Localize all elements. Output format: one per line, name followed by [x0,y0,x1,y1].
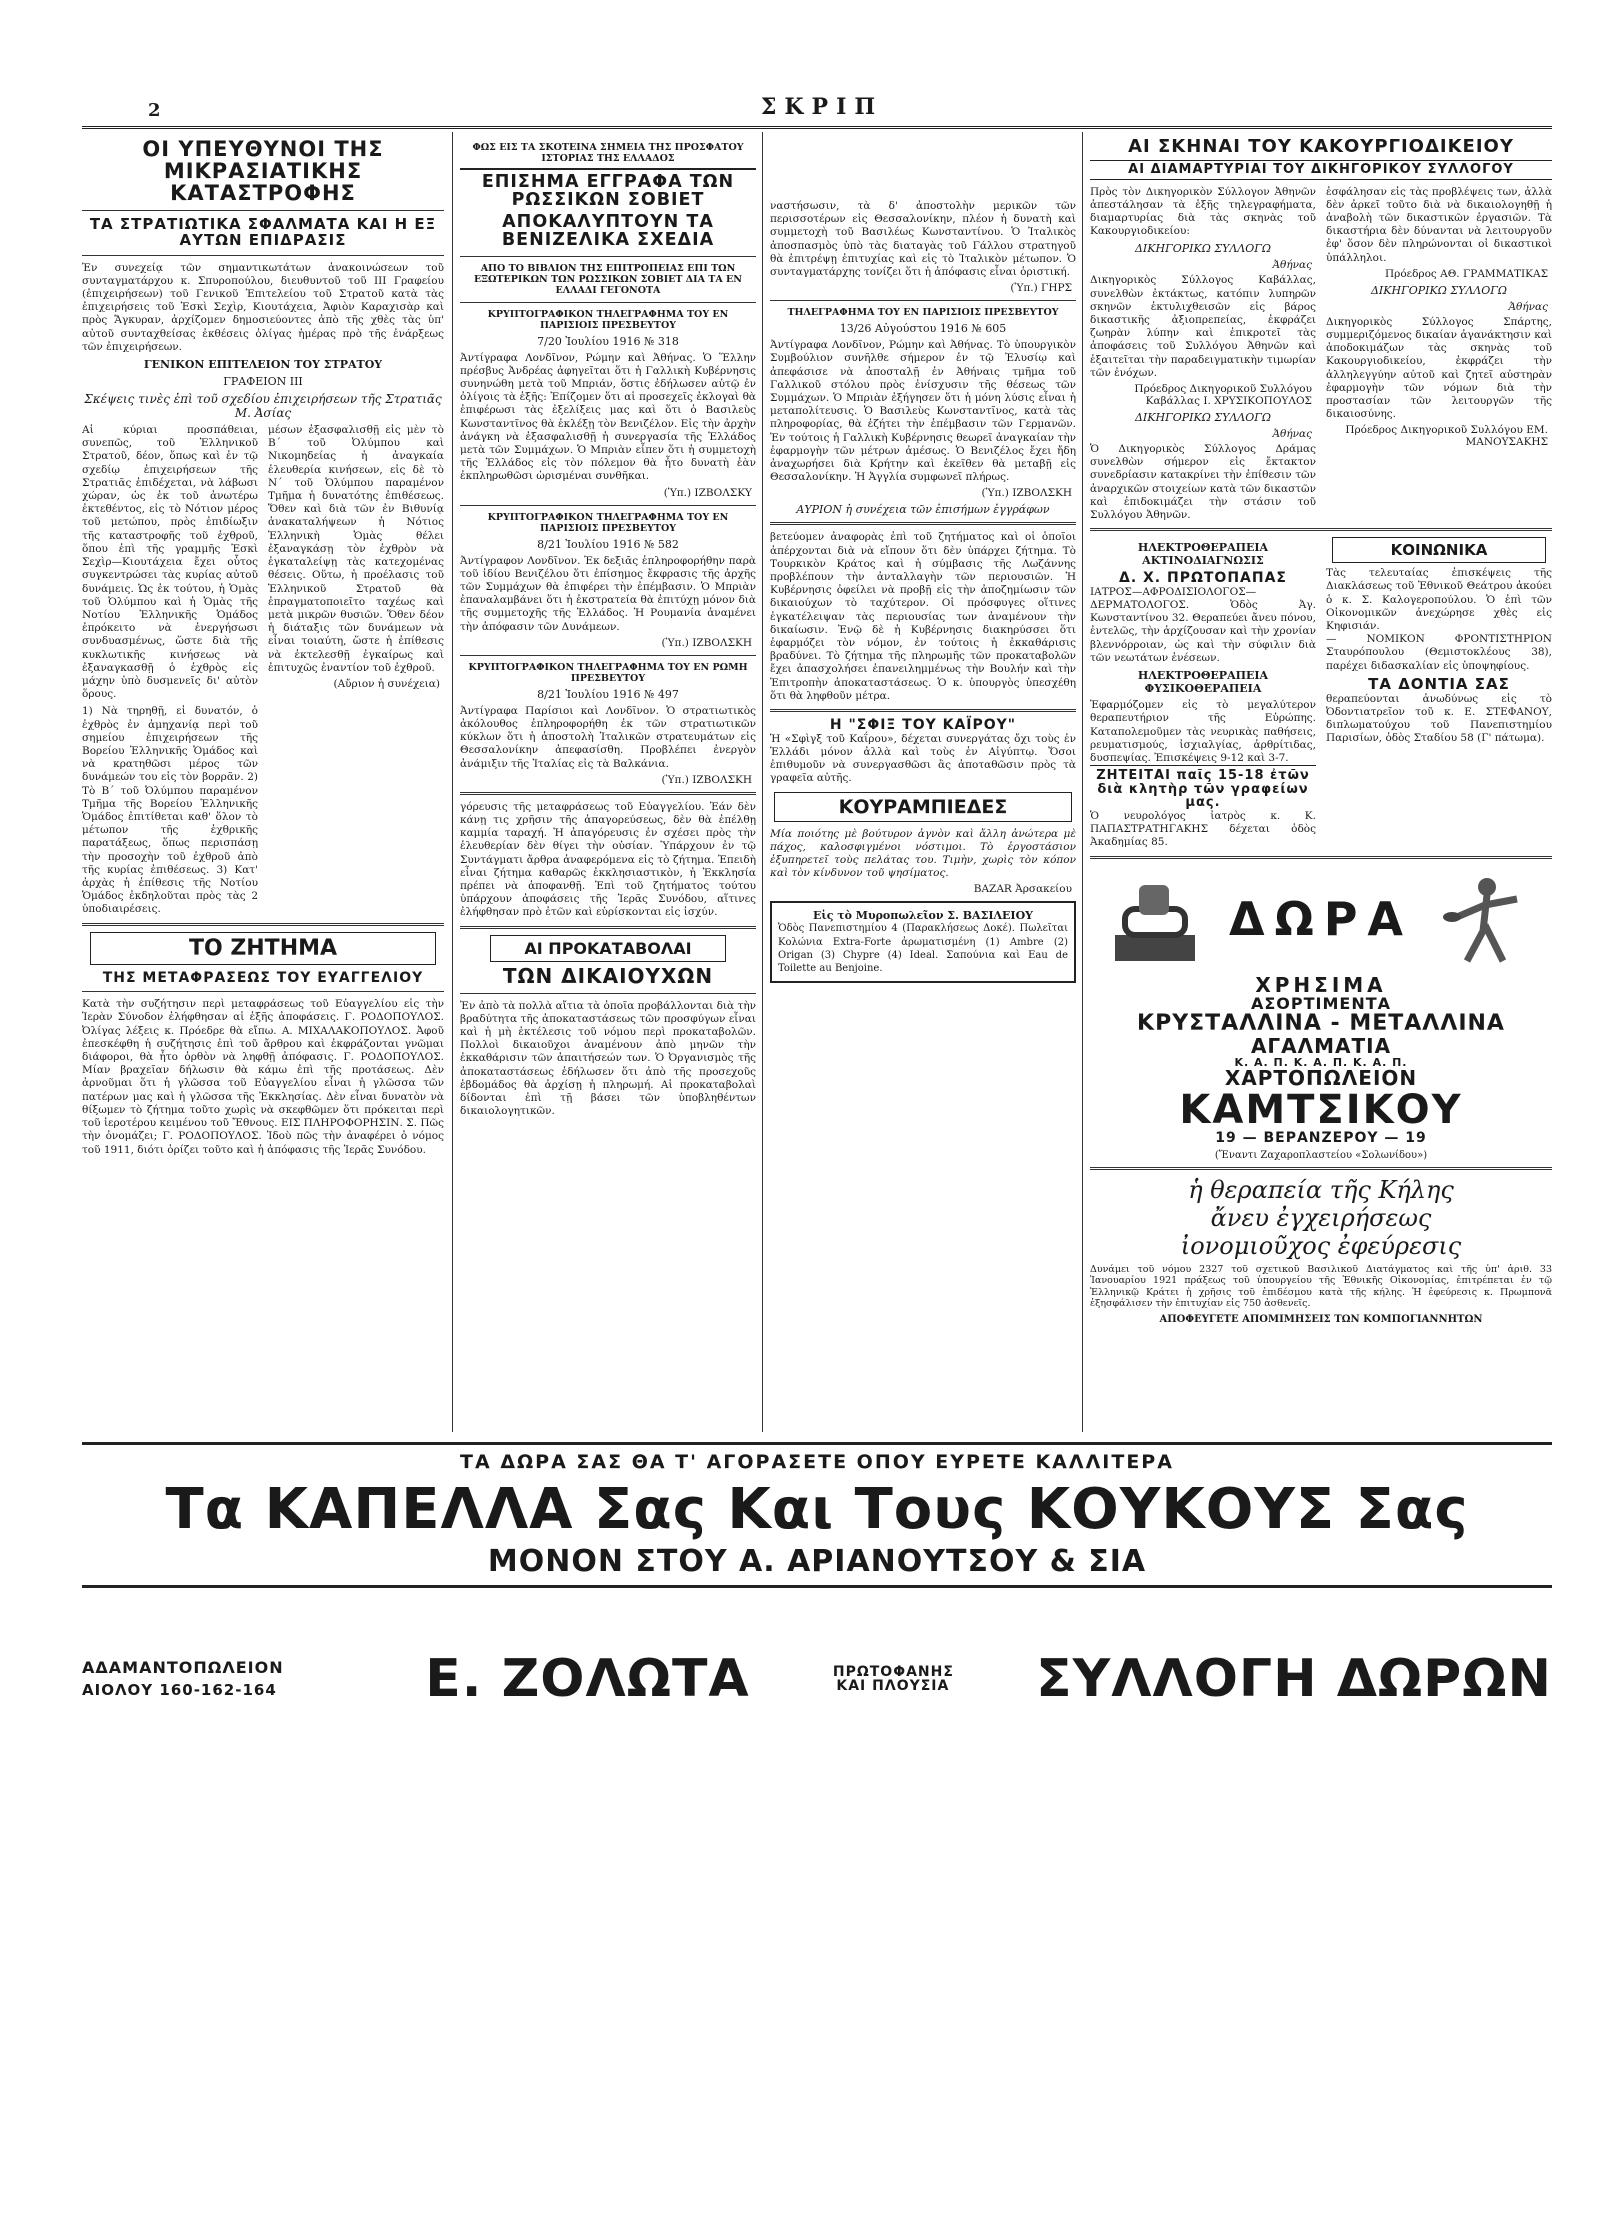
jeweller-ad [82,1649,1552,1709]
hats-tagline: ΤΑ ΔΩΡΑ ΣΑΣ ΘΑ Τ' ΑΓΟΡΑΣΕΤΕ ΟΠΟΥ ΕΥΡΕΤΕ ΚΑΛΛΙΤΕΡΑ [460,1451,1174,1473]
telegram-text: Ἀντίγραφα Λονδῖνον, Ρώμην καὶ Ἀθήνας. Τὸ ὑπουργικὸν Συμβούλιον συνῆλθε σήμερον ἐν τῷ Ἐλυσίῳ καὶ ἀπεφάσισε νὰ ἀποσταλῇ ἐν Ἀθήναις τμῆμα τοῦ Γαλλικοῦ στόλου πρὸς ἐνίσχυσιν τῆς θέσεως τῶν Συμμάχων. Ὁ Μπριὰν ἐξήγησεν ὅτι ἡ μόνη λύσις εἶναι ἡ μεταπολίτευσις. Ὁ Βασιλεὺς Κωνσταντῖνος, κατὰ τὰς πληροφορίας, θὰ ἐζήτει τὴν ἐπέμβασιν τῶν Γερμανῶν. Ἐν τούτοις ἡ Γαλλικὴ Κυβέρνησις θεωρεῖ ἀναγκαίαν τὴν ἐφαρμογὴν τῶν μέτρων ἀμέσως. Ὁ Βενιζέλος ἔχει ἤδη ἀναχωρήσει διὰ Κρήτην καὶ ἐκεῖθεν θὰ μεταβῇ εἰς Θεσσαλονίκην. Ἡ Ἀγγλία συμφωνεῖ πλήρως. [770,339,1076,484]
social-text: Τὰς τελευταίας ἐπισκέψεις τῆς Διακλάσεως τοῦ Ἐθνικοῦ Θεάτρου ἀκούει ὁ κ. Σ. Καλογεροπούλου. Ὁ ἐπὶ τῶν Οἰκονομικῶν ἀνεχώρησε χθὲς εἰς Κηφισιάν. [1326,567,1552,632]
telegram-signature: Πρόεδρος ΑΘ. ΓΡΑΜΜΑΤΙΚΑΣ [1384,267,1548,280]
office-title: ΓΡΑΦΕΙΟΝ III [223,375,303,389]
masthead [82,92,1552,129]
telegram-city: Ἀθήνας [1272,427,1312,440]
kourabie-signature: BAZAR Ἀρσακείου [973,883,1072,896]
article-paragraph: Ἐν ἀπὸ τὰ πολλὰ αἴτια τὰ ὁποῖα προβάλλονται διὰ τὴν βραδύτητα τῆς ἀποκαταστάσεως τῶν προσφύγων εἶναι καὶ ἡ μὴ ἐκτέλεσις τοῦ νόμου περὶ προκαταβολῶν. Πολλοὶ δικαιοῦχοι ἀναμένουν ἀπὸ μηνῶν τὴν ἐκκαθάρισιν τῶν ἀπαιτήσεών των. Ὁ Ὀργανισμὸς τῆς ἀποκαταστάσεως ἐδήλωσεν ὅτι ἀπὸ τῆς προσεχοῦς ἑβδομάδος θὰ ἀρχίσῃ ἡ πληρωμή. Αἱ προκαταβολαὶ δίδονται ἐπὶ τῇ βάσει τῶν ὑποβληθέντων δικαιολογητικῶν. [460,999,756,1118]
telegram-text: ἐσφάλησαν εἰς τὰς προβλέψεις των, ἀλλὰ δὲν ἀρκεῖ τοῦτο διὰ νὰ δικαιολογηθῇ ἡ ἀναβολὴ τῶν δικαστικῶν ἐργασιῶν. Τὰ δικαστήρια δὲν δύνανται νὰ λειτουργοῦν ἐφ' ὅσον δὲν πληρώνονται οἱ δικαστικοὶ ὑπάλληλοι. [1326,185,1552,264]
telegram-city: Ἀθήνας [1508,300,1548,313]
headline-documents: ΕΠΙΣΗΜΑ ΕΓΓΡΑΦΑ ΤΩΝ ΡΩΣΣΙΚΩΝ ΣΟΒΙΕΤ [460,168,756,210]
jeweller-collection: ΣΥΛΛΟΓΗ ΔΩΡΩΝ [1036,1649,1552,1709]
jeweller-note: ΠΡΩΤΟΦΑΝΗΣ [832,1663,954,1680]
social-text: — ΝΟΜΙΚΟΝ ΦΡΟΝΤΙΣΤΗΡΙΟΝ Σταυρόπουλου (Θεμιστοκλέους 38), παρέχει διδασκαλίαν εἰς ὑποψηφίους. [1326,633,1552,672]
page-number: 2 [148,100,161,121]
box-subheadline: ΤΗΣ ΜΕΤΑΦΡΑΣΕΩΣ ΤΟΥ ΕΥΑΓΓΕΛΙΟΥ [102,969,424,986]
telegram-date: 8/21 Ἰουλίου 1916 № 497 [537,687,679,701]
telegram-signature: (Ὑπ.) ΙΖΒΟΛΣΚΥ [663,486,752,499]
ad-title: ΗΛΕΚΤΡΟΘΕΡΑΠΕΙΑ ΑΚΤΙΝΟΔΙΑΓΝΩΣΙΣ [1137,541,1269,568]
ad-title: ΗΛΕΚΤΡΟΘΕΡΑΠΕΙΑ ΦΥΣΙΚΟΘΕΡΑΠΕΙΑ [1137,669,1269,696]
gifts-line: ΧΑΡΤΟΠΩΛΕΙΟΝ [1224,1066,1418,1091]
telegram-text: Ἀντίγραφα Παρίσιοι καὶ Λονδῖνον. Ὁ στρατιωτικὸς ἀκόλουθος ἐπληροφορήθη ἐκ τῶν στρατιωτικῶν κύκλων ὅτι ἡ ἀποστολὴ Ἰταλικῶν στρατευμάτων εἰς Θεσσαλονίκην ἀπεφασίσθη. Προβλέπει ἐνεργὸν ἀνάμιξιν τῆς Ἰταλίας εἰς τὰ Βαλκάνια. [460,704,756,770]
source-line: ΑΠΟ ΤΟ ΒΙΒΛΙΟΝ ΤΗΣ ΕΠΙΤΡΟΠΕΙΑΣ ΕΠΙ ΤΩΝ ΕΞΩΤΕΡΙΚΩΝ ΤΩΝ ΡΩΣΣΙΚΩΝ ΣΟΒΙΕΤ ΔΙΑ ΤΑ ΕΝ ΕΛΛΑΔΙ ΓΕΓΟΝΟΤΑ [474,262,742,296]
kicker: ΦΩΣ ΕΙΣ ΤΑ ΣΚΟΤΕΙΝΑ ΣΗΜΕΙΑ ΤΗΣ ΠΡΟΣΦΑΤΟΥ ΙΣΤΟΡΙΑΣ ΤΗΣ ΕΛΛΑΔΟΣ [472,142,744,164]
telegram-text: Ἀντίγραφον Λονδῖνον. Ἐκ δεξιᾶς ἐπληροφορήθην παρὰ τοῦ ἰδίου Βενιζέλου ὅτι ἐπίσημος ἔκφρασις τῆς ἀρχῆς τῶν Συμμάχων θὰ ἐπιφέρει τὴν ἐπέμβασιν. Ὁ Μπριὰν ἐπαναλαμβάνει ὅτι ἡ ἐκστρατεία θὰ ἐπιτύχῃ μόνον διὰ τῆς συμμετοχῆς τῆς Ἑλλάδος. Ἡ Ρουμανία ἀναμένει τὴν ἀπόφασιν τῶν Δυνάμεων. [460,554,756,633]
hernia-line: ἡ θεραπεία τῆς Κήλης [1188,1175,1454,1204]
statuette-icon [1095,865,1215,975]
column-rule [1082,132,1083,1432]
gifts-shop-name: ΚΑΜΤΣΙΚΟΥ [1179,1087,1463,1134]
section-title: ΓΕΝΙΚΟΝ ΕΠΙΤΕΛΕΙΟΝ ΤΟΥ ΣΤΡΑΤΟΥ [143,358,383,372]
column-4 [1090,138,1552,1430]
ad-text: ΙΑΤΡΟΣ—ΑΦΡΟΔΙΣΙΟΛΟΓΟΣ—ΔΕΡΜΑΤΟΛΟΓΟΣ. Ὁδὸς Ἀγ. Κωνσταντίνου 32. Θεραπεύει ἄνευ πόνου, ἐντελῶς, τὴν ἀρχίζουσαν καὶ τὴν χρονίαν βλεννόρροιαν, ὡς καὶ τὴν σύφιλιν διὰ τῶν νεωτάτων ἐνέσεων. [1090,585,1316,664]
telegram-signature: (Ὑπ.) ΙΖΒΟΛΣΚΗ [981,487,1072,500]
column-2 [460,138,756,1430]
gifts-landmark: (Ἔναντι Ζαχαροπλαστείου «Σολωνίδου») [1214,1149,1428,1161]
telegram-signature: (Ὑπ.) ΙΖΒΟΛΣΚΗ [661,636,752,649]
sfinx-text: Ἡ «Σφὶγξ τοῦ Καΐρου», δέχεται συνεργάτας ὄχι τοὺς ἐν Ἑλλάδι μόνον ἀλλὰ καὶ τοὺς ἐν Αἰγύπτῳ. Ὅσοι ἐπιθυμοῦν νὰ συνεργασθῶσι ἂς ἀποταθῶσιν πρὸς τὰ γραφεῖα αὐτῆς. [770,732,1076,785]
telegram-date: 7/20 Ἰουλίου 1916 № 318 [537,334,679,348]
gifts-address: 19 — ΒΕΡΑΝΖΕΡΟΥ — 19 [1215,1130,1427,1147]
gifts-line: ΑΣΟΡΤΙΜΕΝΤΑ [1250,993,1392,1013]
perfumery-ad [770,901,1076,983]
sfinx-headline: Η "ΣΦΙΞ ΤΟΥ ΚΑΪΡΟΥ" [829,717,1017,734]
dentist-headline: ΤΑ ΔΟΝΤΙΑ ΣΑΣ [1368,674,1510,693]
telegram-addressee: ΔΙΚΗΓΟΡΙΚΩ ΣΥΛΛΟΓΩ [1370,283,1508,297]
kourabie-text: Μία ποιότης μὲ βούτυρον ἀγνὸν καὶ ἄλλη ἀνώτερα μὲ πάχος, καλοσφιγμένοι νόστιμοι. Τὸ ἐργοστάσιον ἐξυπηρετεῖ τοὺς πελάτας του. Τιμὴν, χωρὶς τὸν κόπον καὶ τὸν κίνδυνον τοῦ ψησίματος. [770,827,1076,880]
box-subheadline: ΤΩΝ ΔΙΚΑΙΟΥΧΩΝ [502,963,714,988]
box-headline: ΑΙ ΠΡΟΚΑΤΑΒΟΛΑΙ [490,935,726,962]
social-headline: ΚΟΙΝΩΝΙΚΑ [1332,537,1546,563]
hernia-line: ἰονομιοῦχος ἐφεύρεσις [1180,1231,1462,1260]
telegram-text: Ἀντίγραφα Λονδῖνον, Ρώμην καὶ Ἀθήνας. Ὁ Ἕλλην πρέσβυς Ἀνδρέας ἀφηγεῖται ὅτι ἡ Γαλλικὴ Κυβέρνησις συνηνώθη μετὰ τοῦ Μπριάν, ὅστις ἐδήλωσεν αὐτῷ ἐν ὀλίγοις τὰ ἑξῆς: Ἐπίζομεν ὅτι αἱ προσεχεῖς ἐκλογαὶ θὰ ἐπιφέρωσι τὰς ἐξελίξεις μας καὶ ὅτι ὁ Βασιλεὺς Κωνσταντῖνος θὰ ἐκλέξῃ τὸν Βενιζέλον. Εἰς τὴν ἀρχὴν ἀνάγκη νὰ ἐξασφαλισθῇ ἡ συνεργασία τῆς Ἑλλάδος μετὰ τῶν Συμμάχων. Ὁ Μπριὰν εἶπεν ὅτι ἡ συμμετοχὴ τῆς Ἑλλάδος εἰς τὸν πόλεμον θὰ ἦτο δυνατὴ ἐὰν ἐκπληρωθῶσι ὡρισμέναι συνθῆκαι. [460,351,756,483]
box-headline: ΤΟ ΖΗΤΗΜΑ [90,932,436,965]
hats-headline: Τα ΚΑΠΕΛΛΑ Σας Και Τους ΚΟΥΚΟΥΣ Σας [165,1476,1469,1542]
article-paragraph: μέσων ἐξασφαλισθῇ εἰς μὲν τὸ Β΄ τοῦ Ὀλύμπου καὶ Νικομηδείας ἡ ἀναγκαία ἐλευθερία κινήσεων, εἰς δὲ τὸ Ν΄ τοῦ Ὀλύμπου παραμένον Τμῆμα ἡ δυνατότης ἐπιθέσεως. Ὅθεν καὶ διὰ τῶν ἐν Βιθυνίᾳ ἀνακαταλήψεων ἡ Νότιος Ἑλληνικὴ Ὁμὰς θέλει ἐξαναγκάσῃ τὸν ἐχθρὸν νὰ ἐγκαταλείψῃ τὰς κατεχομένας θέσεις. Οὕτω, ἡ προέλασις τοῦ Ἑλληνικοῦ Στρατοῦ θὰ ἐπραγματοποιεῖτο ταχέως καὶ μετὰ μικρῶν θυσιῶν. Ὅθεν δέον ἡ διάταξις τῶν δυνάμεων νὰ εἶναι τοιαύτη, ὥστε ἡ ἐπίθεσις νὰ ἐκτελεσθῇ ἐγκαίρως καὶ ἐπιτυχῶς ἐναντίον τοῦ ἐχθροῦ. [268,424,444,674]
kourabie-headline: ΚΟΥΡΑΜΠΙΕΔΕΣ [774,792,1072,822]
telegram-text: Δικηγορικὸς Σύλλογος Καβάλλας, συνελθὼν ἐκτάκτως, κατόπιν λυπηρῶν σκηνῶν ἐκτυλιχθεισῶν εἰς βάρος δικαστικῆς ἀξιοπρεπείας, ἐκφράζει ζωηρὰν λύπην καὶ ἐπικροτεῖ τὰς ἀποφάσεις τοῦ Συλλόγου Ἀθηνῶν καὶ ἐξαιτεῖται τὴν παραδειγματικὴν τιμωρίαν τῶν ἐνόχων. [1090,274,1316,379]
column-rule [452,132,453,1432]
hernia-text: Δυνάμει τοῦ νόμου 2327 τοῦ σχετικοῦ Βασιλικοῦ Διατάγματος καὶ τῆς ὑπ' ἀριθ. 33 Ἰανουαρίου 1921 πράξεως τοῦ ὑπουργείου τῆς Ἐθνικῆς Οἰκονομίας, ἐπιτρέπεται ἐν τῷ Ἑλληνικῷ Κράτει ἡ χρῆσις τοῦ ἐπιδέσμου κατὰ τῆς κήλης. Ἡ ἐφεύρεσις κ. Πρωμπονᾶ ἐξησφάλισεν τὴν ἐπιτυχίαν εἰς 750 ἀσθενεῖς. [1090,1263,1552,1310]
telegram-text: Δικηγορικὸς Σύλλογος Σπάρτης, συμμεριζόμενος δικαίαν ἀγανάκτησιν καὶ ἀποδοκιμάζων τὰς σκηνὰς τοῦ Κακουργιοδικείου, ἐκφράζει τὴν ἀλληλεγγύην αὐτοῦ καὶ ζητεῖ αὐστηρὰν ἐφαρμογὴν τῶν νόμων διὰ τὴν προστασίαν τῶν λειτουργῶν τῆς δικαιοσύνης. [1326,315,1552,421]
telegram-heading: ΚΡΥΠΤΟΓΡΑΦΙΚΟΝ ΤΗΛΕΓΡΑΦΗΜΑ ΤΟΥ ΕΝ ΡΩΜΗ ΠΡΕΣΒΕΥΤΟΥ [468,661,748,684]
telegram-signature: Πρόεδρος Δικηγορικοῦ Συλλόγου ΕΜ. ΜΑΝΟΥΣΑΚΗΣ [1345,424,1548,449]
headline-protests: ΑΙ ΔΙΑΜΑΡΤΥΡΙΑΙ ΤΟΥ ΔΙΚΗΓΟΡΙΚΟΥ ΣΥΛΛΟΓΟΥ [1090,160,1552,180]
hernia-ad [1090,1176,1552,1325]
telegram-heading: ΚΡΥΠΤΟΓΡΑΦΙΚΟΝ ΤΗΛΕΓΡΑΦΗΜΑ ΤΟΥ ΕΝ ΠΑΡΙΣΙΟΙΣ ΠΡΕΣΒΕΥΤΟΥ [487,308,729,331]
telegram-heading: ΤΗΛΕΓΡΑΦΗΜΑ ΤΟΥ ΕΝ ΠΑΡΙΣΙΟΙΣ ΠΡΕΣΒΕΥΤΟΥ [787,307,1059,319]
telegram-addressee: ΔΙΚΗΓΟΡΙΚΩ ΣΥΛΛΟΓΩ [1134,410,1272,424]
gifts-ad [1090,865,1552,1161]
jeweller-type: ΑΔΑΜΑΝΤΟΠΩΛΕΙΟΝ [82,1658,284,1678]
telegram-addressee: ΔΙΚΗΓΟΡΙΚΩ ΣΥΛΛΟΓΩ [1134,242,1272,256]
jeweller-note: ΚΑΙ ΠΛΟΥΣΙΑ [836,1678,950,1695]
hats-shop: ΜΟΝΟΝ ΣΤΟΥ Α. ΑΡΙΑΝΟΥΤΣΟΥ & ΣΙΑ [487,1543,1147,1579]
article-subtitle: Σκέψεις τινὲς ἐπὶ τοῦ σχεδίου ἐπιχειρήσεων τῆς Στρατιᾶς Μ. Ἀσίας [84,392,442,421]
gifts-line: Κ. Α. Π. Κ. Α. Π. Κ. Α. Π. [1234,1055,1408,1069]
article-paragraph: Κατὰ τὴν συζήτησιν περὶ μεταφράσεως τοῦ Εὐαγγελίου εἰς τὴν Ἱερὰν Σύνοδον ἐλήφθησαν αἱ ἑξῆς ἀποφάσεις. Γ. ΡΟΔΟΠΟΥΛΟΣ. Ὀλίγας λέξεις κ. Πρόεδρε θὰ εἴπω. Α. ΜΙΧΑΛΑΚΟΠΟΥΛΟΣ. Ἀφοῦ ἐπεσκέφθη ἡ συζήτησις ἐπὶ τοῦ ἄρθρου καὶ ἐκφράζονται γνῶμαι διάφοροι, θὰ ἦτο ὀρθὸν νὰ ληφθῇ ἀπόφασις. Γ. ΡΟΔΟΠΟΥΛΟΣ. Μίαν βραχεῖαν δήλωσιν θὰ κάμω ἐπὶ τῆς προτάσεως. Δὲν ἀρνοῦμαι ὅτι ἡ γλῶσσα τοῦ Εὐαγγελίου εἶναι ἡ γλῶσσα τῶν πατέρων μας καὶ ἡ γλῶσσα τῆς Ἐκκλησίας. Δὲν εἶναι δυνατὸν νὰ θίξωμεν τὸ ζήτημα τοῦτο χωρὶς νὰ σκεφθῶμεν ὅτι πρόκειται περὶ τοῦ ἱεροτέρου κειμένου τοῦ Ἔθνους. ΕΙΣ ΠΛΗΡΟΦΟΡΗΣΙΝ. Σ. Πῶς τὴν ὀνομάζει; Γ. ΡΟΔΟΠΟΥΛΟΣ. Ἰδοὺ πῶς τὴν ἀναφέρει ὁ νόμος τοῦ 1911, διότι ὁρίζει τοῦτο καὶ ἡ ἀπόφασις τῆς Ἱερᾶς Συνόδου. [82,998,444,1156]
perfumery-text: Ὁδὸς Πανεπιστημίου 4 (Παρακλήσεως Δοκέ). Πωλεῖται Κολώνια Extra-Forte ἀρωματισμένη (1) Ambre (2) Origan (3) Chypre (4) Ideal. Σαπούνια καὶ Eau de Toilette au Benjoine. [778,923,1068,975]
telegram-heading: ΚΡΥΠΤΟΓΡΑΦΙΚΟΝ ΤΗΛΕΓΡΑΦΗΜΑ ΤΟΥ ΕΝ ΠΑΡΙΣΙΟΙΣ ΠΡΕΣΒΕΥΤΟΥ [487,511,729,534]
gifts-line: ΧΡΗΣΙΜΑ [1255,972,1387,997]
article-paragraph: 1) Νὰ τηρηθῇ, εἰ δυνατόν, ὁ ἐχθρὸς ἐν ἀμηχανίᾳ περὶ τοῦ σημείου ἐπιχειρήσεων τῆς Βορείου Ἑλληνικῆς Ὁμάδος καὶ νὰ κρατηθῶσι μέρος τῶν δυνάμεών του εἰς τὸν βορρᾶν. 2) Τὸ Β΄ τοῦ Ὀλύμπου παραμένον Τμῆμα τῆς Βορείου Ἑλληνικῆς Ὁμάδος ἐπιτίθεται καθ' ὅλον τὸ μέτωπον τῆς ἐχθρικῆς παρατάξεως, ὅπως περισπάσῃ τὴν προσοχὴν τοῦ ἐχθροῦ ἀπὸ τῆς κυρίας ἐπιθέσεως. 3) Κατ' ἀρχὰς ἡ ἐπίθεσις τῆς Νοτίου Ὁμάδος ἐκδηλοῦται πρὸς τὰς 2 ὑποδιαιρέσεις. [82,705,258,916]
column-3 [770,138,1076,1430]
gifts-headline: ΔΩΡΑ [1228,892,1414,947]
telegram-date: 8/21 Ἰουλίου 1916 № 582 [537,537,679,551]
article-paragraph: γόρευσις τῆς μεταφράσεως τοῦ Εὐαγγελίου. Ἐάν δὲν κάνῃ τις χρῆσιν τῆς ἀπαγορεύσεως, δὲν θὰ ἐπέλθῃ καμμία ταραχή. Ἡ ἀπαγόρευσις ἐν σχέσει πρὸς τὴν ἐλευθερίαν δὲν θίγει τὴν οὐσίαν. Ὑπάρχουν ἐν τῷ Συντάγματι ἄρθρα ἀναφερόμενα εἰς τὸ ζήτημα. Ἐπειδὴ εἶναι ζήτημα καθαρῶς ἐκκλησιαστικὸν, ἡ Ἐκκλησία πρέπει νὰ ἀποφανθῇ. Ἐπὶ τοῦ ζητήματος τούτου ὑπάρχουν ἀποφάσεις τῆς Ἱερᾶς Συνόδου, αἵτινες ἐλήφθησαν πρὸ ἐτῶν καὶ εὐρίσκονται εἰς ἰσχύν. [460,800,756,919]
ad-name: Δ. Χ. ΠΡΩΤΟΠΑΠΑΣ [1118,570,1287,587]
jeweller-address: ΑΙΟΛΟΥ 160-162-164 [82,1680,277,1699]
telegram-city: Ἀθήνας [1272,259,1312,272]
article-paragraph: Αἱ κύριαι προσπάθειαι, συνεπῶς, τοῦ Ἑλληνικοῦ Στρατοῦ, δέον, ὅπως καὶ ἐν τῷ σχεδίῳ ἐπιχειρήσεων τῆς Στρατιᾶς ἐπιδέχεται, νὰ λάβωσι χώραν, ὡς ἐκ τοῦ ἀνωτέρω ἐκτεθέντος, εἰς τὸ Νότιον μέρος τοῦ μετώπου, πρὸς ἐπιδίωξιν τῆς καταστροφῆς τοῦ ἐχθροῦ, ὅπου ἐπὶ τῆς γραμμῆς Ἐσκὶ Σεχὶρ—Κιουτάχεια ἔχει οὗτος συγκεντρώσει τὰς κυρίας αὐτοῦ δυνάμεις. Ὡς ἐκ τούτου, ἡ Ὁμὰς τοῦ Ὀλύμπου καὶ ἡ Ὁμὰς τῆς Νοτίου Ἑλληνικῆς Ὁμάδος ἐπρόκειτο νὰ ἐνεργήσωσι συνδυασμένως, ὥστε διὰ τῆς κυκλωτικῆς κινήσεως νὰ ἐξαναγκασθῇ ὁ ἐχθρὸς εἰς μάχην ὑπὸ δυσμενεῖς δι' αὐτὸν ὅρους. [82,424,258,701]
wanted-ad: ΖΗΤΕΙΤΑΙ παῖς 15-18 ἐτῶν διὰ κλητὴρ τῶν γραφείων μας. [1090,765,1316,810]
perfumery-headline: Εἰς τὸ Μυροπωλεῖον Σ. ΒΑΣΙΛΕΙΟΥ [813,909,1033,923]
hernia-line: ἄνευ ἐγχειρήσεως [1210,1203,1432,1232]
telegram-signature: (Ὑπ.) ΓΗΡΣ [1010,282,1072,295]
column-rule [762,132,763,1432]
headline-venizelist: ΑΠΟΚΑΛΥΠΤΟΥΝ ΤΑ ΒΕΝΙΖΕΛΙΚΑ ΣΧΕΔΙΑ [501,211,715,251]
gifts-line: ΑΓΑΛΜΑΤΙΑ [1250,1033,1392,1058]
telegram-signature: Πρόεδρος Δικηγορικοῦ Συλλόγου Καβάλλας Ι. ΧΡΥΣΙΚΟΠΟΥΛΟΣ [1134,382,1312,407]
gifts-line: ΚΡΥΣΤΑΛΛΙΝΑ - ΜΕΤΑΛΛΙΝΑ [1137,1011,1505,1037]
ad-text: Ὁ νευρολόγος ἰατρὸς κ. Κ. ΠΑΠΑΣΤΡΑΤΗΓΑΚΗΣ δέχεται ὁδὸς Ἀκαδημίας 85. [1090,810,1316,849]
dentist-text: θεραπεύονται ἀνωδύνως εἰς τὸ Ὀδοντιατρεῖον τοῦ κ. Ε. ΣΤΕΦΑΝΟΥ, διπλωματούχου τοῦ Πανεπιστημίου Παρισίων, ὁδὸς Σταδίου 58 (Γ' πάτωμα). [1326,692,1552,745]
column-1 [82,138,444,1430]
article-paragraph: ναστήσωσιν, τὰ δ' ἀποστολὴν μερικῶν τῶν περισσοτέρων εἰς Θεσσαλονίκην, πλέον ἡ δυνατὴ καὶ συμμετοχὴ τοῦ Βασιλέως Κωνσταντίνου. Ὁ Ἰταλικὸς ἀποσπασμὸς ὑπὸ τὰς διαταγὰς τοῦ Γάλλου στρατηγοῦ θὰ ἐπιτρέψῃ ἐπιτυχίας καὶ εἰς τὸ Ἰταλικὸν μέτωπον. Ὁ συνταγματάρχης τονίζει ὅτι ἡ ἀπόφασις εἶναι ὁριστική. [770,200,1076,279]
hernia-cta: ΑΠΟΦΕΥΓΕΤΕ ΑΠΟΜΙΜΗΣΕΙΣ ΤΩΝ ΚΟΜΠΟΓΙΑΝΝΗΤΩΝ [1159,1313,1483,1325]
discus-thrower-icon [1427,865,1547,975]
continued-note: ΑΥΡΙΟΝ ἡ συνέχεια τῶν ἐπισήμων ἐγγράφων [796,503,1050,517]
jeweller-name: Ε. ΖΟΛΩΤΑ [425,1649,750,1709]
headline-court-scenes: ΑΙ ΣΚΗΝΑΙ ΤΟΥ ΚΑΚΟΥΡΓΙΟΔΙΚΕΙΟΥ [1128,138,1514,157]
ad-text: Ἐφαρμόζομεν εἰς τὸ μεγαλύτερον θεραπευτήριον τῆς Εὐρώπης. Καταπολεμοῦμεν τὰς νευρικὰς παθήσεις, ρευματισμούς, ἰσχιαλγίας, ἀρθρίτιδας, δυσπεψίας. Ἐπισκέψεις 9-12 καὶ 3-7. [1090,699,1316,764]
continued-note: (Αὔριον ἡ συνέχεια) [333,677,440,690]
telegram-date: 13/26 Αὐγούστου 1916 № 605 [839,322,1007,336]
newspaper-title: ΣΚΡΙΠ [760,94,884,120]
newspaper-page [82,92,1552,2172]
subheadline-errors: ΤΑ ΣΤΡΑΤΙΩΤΙΚΑ ΣΦΑΛΜΑΤΑ ΚΑΙ Η ΕΞ ΑΥΤΩΝ ΕΠΙΔΡΑΣΙΣ [89,215,437,249]
headline-catastrophe: ΟΙ ΥΠΕΥΘΥΝΟΙ ΤΗΣ ΜΙΚΡΑΣΙΑΤΙΚΗΣ ΚΑΤΑΣΤΡΟΦΗΣ [142,138,384,206]
hats-ad [82,1442,1552,1588]
article-paragraph: βετεύομεν ἀναφορὰς ἐπὶ τοῦ ζητήματος καὶ οἱ ὁποῖοι ἀπέρχονται διὰ νὰ εἴπουν ὅτι δὲν ὑπάρχει ζήτημα. Τὸ Τουρκικὸν Κράτος καὶ ἡ σύμβασις τῆς Λωζάννης προβλέπουν τὴν ἀνταλλαγὴν τῶν περιουσιῶν. Ἡ Κυβέρνησις ὀφείλει νὰ προβῇ εἰς τὴν ἀποζημίωσιν τῶν δικαιούχων τὸ ταχύτερον. Οἱ πρόσφυγες οἵτινες ἐγκατέλειψαν τὰς περιουσίας των ἀναμένουν τὴν δικαίωσιν. Ἐνῷ δὲ ἡ Κυβέρνησις διακηρύσσει ὅτι ἐφαρμόζει τὸν νόμον, ἐν τούτοις ἡ ἐκκαθάρισις βραδύνει. Τὸ ζήτημα τῆς πληρωμῆς τῶν προκαταβολῶν ἔχει ἀπασχολήσει ἐπανειλημμένως τὴν Βουλήν καὶ τὴν Ἐπιτροπὴν ἀποκαταστάσεως. Ὁ κ. ὑπουργὸς ὑπεσχέθη ὅτι θὰ ληφθοῦν μέτρα. [770,531,1076,702]
telegram-text: Ὁ Δικηγορικὸς Σύλλογος Δράμας συνελθὼν σήμερον εἰς ἔκτακτον συνεδρίασιν κατακρίνει τὴν ἐπίθεσιν τῶν ἀναρχικῶν στοιχείων κατὰ τῶν δικαστῶν καὶ ἐπιδοκιμάζει τὴν στάσιν τοῦ Συλλόγου Ἀθηνῶν. [1090,442,1316,521]
article-intro: Πρὸς τὸν Δικηγορικὸν Σύλλογον Ἀθηνῶν ἀπεστάλησαν τὰ ἑξῆς τηλεγραφήματα, διαμαρτυρίας διὰ τὰς σκηνὰς τοῦ Κακουργιοδικείου: [1090,185,1316,238]
article-intro: Ἐν συνεχείᾳ τῶν σημαντικωτάτων ἀνακοινώσεων τοῦ συνταγματάρχου κ. Σπυροπούλου, διευθυντοῦ τοῦ III Γραφείου (ἐπιχειρήσεων) τοῦ Γενικοῦ Ἐπιτελείου τοῦ Στρατοῦ κατὰ τὰς ἐπιχειρήσεις τοῦ Ἐσκὶ Σεχὶρ, Κιουτάχεια, Ἀφιὸν Καραχισὰρ καὶ πρὸς Ἄγκυραν, ἀρχίζομεν δημοσιεύοντες ἀπὸ τῆς χθὲς τὰς ὑπ' αὐτοῦ συνταχθείσας ἐκθέσεις ὀλίγας ἡμέρας πρὸ τῆς ἐνάρξεως τῶν ἐπιχειρήσεων. [82,261,444,353]
telegram-signature: (Ὑπ.) ΙΖΒΟΛΣΚΗ [661,773,752,786]
